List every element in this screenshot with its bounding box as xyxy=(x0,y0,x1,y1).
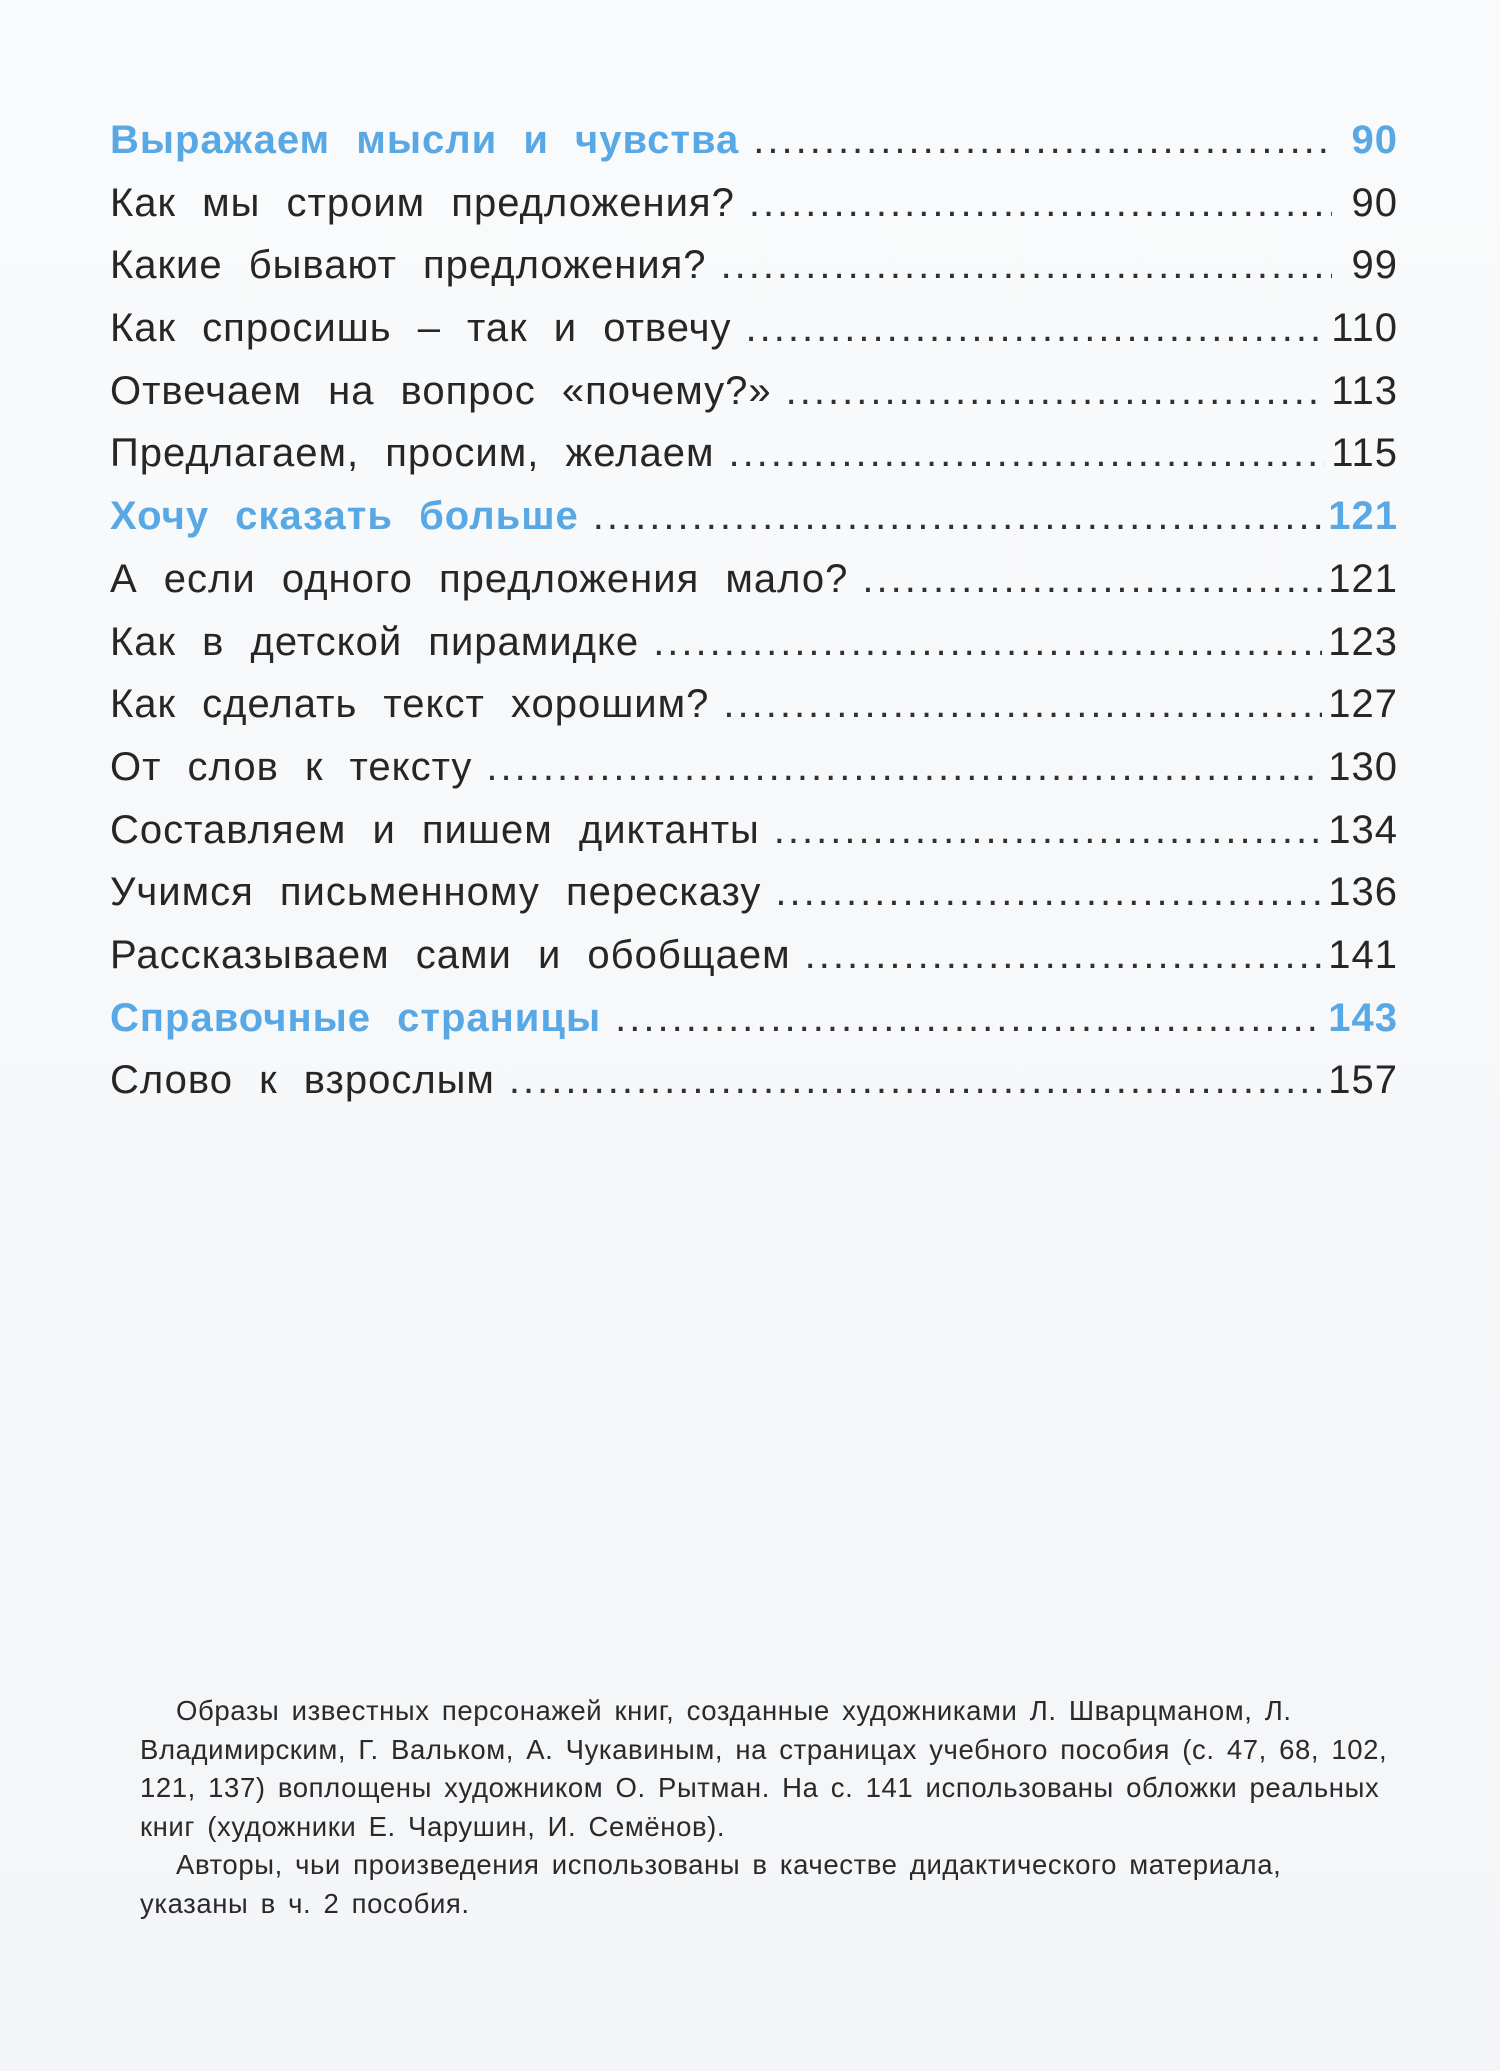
toc-page-number: 127 xyxy=(1328,682,1398,727)
toc-leader-dots xyxy=(775,870,1322,915)
toc-entry-title: Учимся письменному пересказу xyxy=(110,870,762,915)
toc-page-number: 90 xyxy=(1351,180,1398,225)
toc-row xyxy=(110,557,1398,620)
toc-leader-dots xyxy=(728,431,1325,476)
table-of-contents xyxy=(110,118,1398,1121)
toc-row xyxy=(110,243,1398,306)
toc-row xyxy=(110,620,1398,683)
toc-page-number: 113 xyxy=(1331,368,1398,413)
toc-page-number: 130 xyxy=(1328,744,1398,789)
toc-row xyxy=(110,870,1398,933)
toc-page-number: 123 xyxy=(1328,619,1398,664)
toc-entry-title: Составляем и пишем диктанты xyxy=(110,807,760,852)
toc-entry-title: Слово к взрослым xyxy=(110,1058,495,1103)
toc-entry-title: Рассказываем сами и обобщаем xyxy=(110,932,791,977)
toc-leader-dots xyxy=(862,557,1322,602)
toc-page-number: 134 xyxy=(1328,807,1398,852)
toc-entry-title: Как в детской пирамидке xyxy=(110,619,640,664)
toc-row xyxy=(110,682,1398,745)
toc-leader-dots xyxy=(653,620,1322,665)
toc-row xyxy=(110,181,1398,244)
credits-paragraph-authors: Авторы, чьи произведения использованы в качестве дидактического материала, указаны в ч. 2 пособия. xyxy=(140,1849,1282,1919)
toc-entry-title: А если одного предложения мало? xyxy=(110,556,849,601)
toc-leader-dots xyxy=(774,808,1322,853)
toc-page-number: 141 xyxy=(1328,932,1398,977)
toc-page-number: 143 xyxy=(1328,995,1398,1040)
toc-entry-title: Хочу сказать больше xyxy=(110,494,579,539)
toc-leader-dots xyxy=(509,1058,1322,1103)
toc-page-number: 110 xyxy=(1331,306,1398,351)
toc-entry-title: Как мы строим предложения? xyxy=(110,180,735,225)
toc-leader-dots xyxy=(749,181,1332,226)
credits-note xyxy=(140,1692,1392,1923)
toc-entry-title: Справочные страницы xyxy=(110,995,602,1040)
toc-page-number: 115 xyxy=(1331,431,1398,476)
toc-row xyxy=(110,933,1398,996)
toc-page-number: 121 xyxy=(1328,556,1398,601)
toc-leader-dots xyxy=(753,118,1332,163)
toc-leader-dots xyxy=(615,996,1322,1041)
toc-row xyxy=(110,118,1398,181)
toc-row xyxy=(110,745,1398,808)
toc-row xyxy=(110,369,1398,432)
toc-page-number: 99 xyxy=(1351,243,1398,288)
toc-entry-title: Отвечаем на вопрос «почему?» xyxy=(110,368,772,413)
toc-row xyxy=(110,494,1398,557)
toc-row xyxy=(110,306,1398,369)
toc-leader-dots xyxy=(723,682,1322,727)
toc-entry-title: Выражаем мысли и чувства xyxy=(110,118,740,162)
toc-entry-title: Предлагаем, просим, желаем xyxy=(110,431,715,476)
toc-leader-dots xyxy=(593,494,1322,539)
toc-row xyxy=(110,996,1398,1059)
toc-row xyxy=(110,808,1398,871)
toc-row xyxy=(110,431,1398,494)
toc-row xyxy=(110,1058,1398,1121)
toc-page-number: 90 xyxy=(1351,118,1398,162)
toc-entry-title: От слов к тексту xyxy=(110,744,473,789)
toc-leader-dots xyxy=(486,745,1322,790)
toc-leader-dots xyxy=(805,933,1323,978)
toc-entry-title: Как сделать текст хорошим? xyxy=(110,682,710,727)
toc-leader-dots xyxy=(786,369,1326,414)
toc-leader-dots xyxy=(746,306,1326,351)
toc-page-number: 121 xyxy=(1328,494,1398,539)
toc-entry-title: Какие бывают предложения? xyxy=(110,243,707,288)
credits-paragraph-illustrators: Образы известных персонажей книг, созданные художниками Л. Шварцманом, Л. Владимирским, Г. Вальком, А. Чукавиным, на страницах учебного пособия (с. 47, 68, 102, 121, 137) воплощены художником О. Рытман. На с. 141 использованы обложки реальных книг (художники Е. Чарушин, И. Семёнов). xyxy=(140,1695,1388,1842)
toc-leader-dots xyxy=(721,243,1332,288)
toc-page-number: 157 xyxy=(1328,1058,1398,1103)
toc-page-number: 136 xyxy=(1328,870,1398,915)
toc-entry-title: Как спросишь – так и отвечу xyxy=(110,306,732,351)
